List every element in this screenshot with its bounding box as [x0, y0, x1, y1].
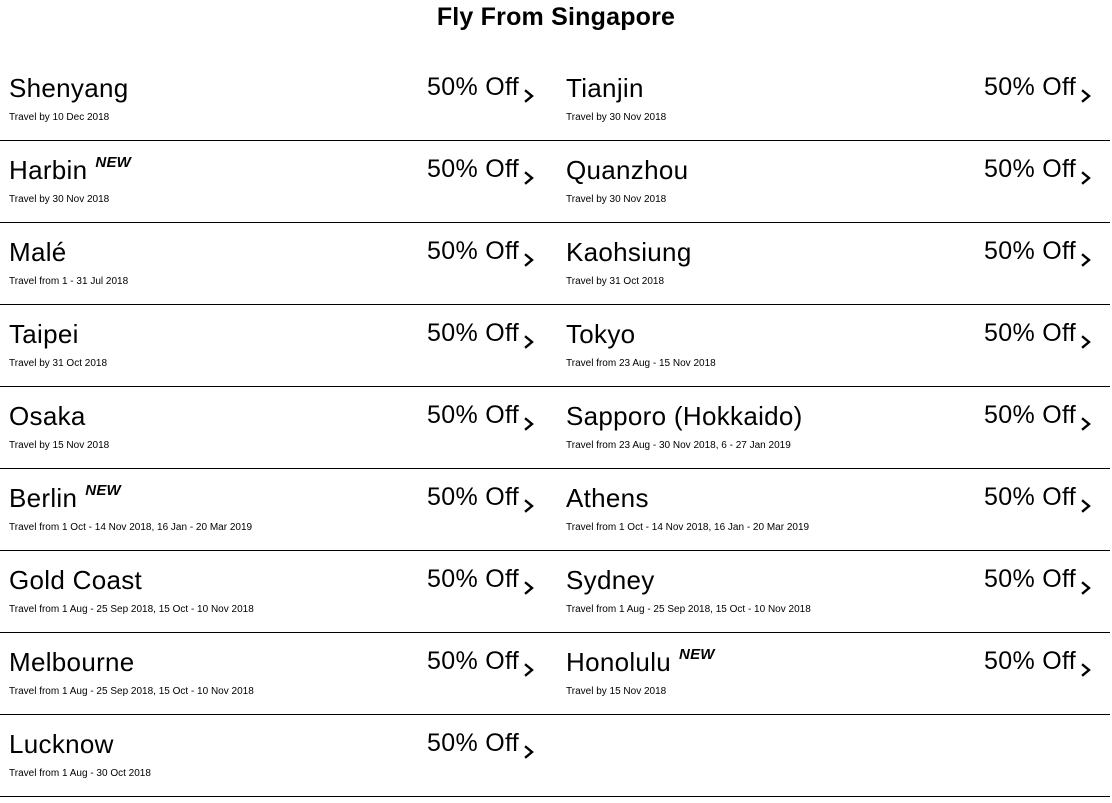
destination-name: Athens: [566, 483, 649, 513]
travel-period: Travel by 15 Nov 2018: [566, 686, 667, 697]
deal-card[interactable]: [557, 551, 1110, 632]
destination-name: Tianjin: [566, 73, 644, 103]
destination-name-container: [9, 155, 131, 186]
chevron-right-icon[interactable]: [1078, 662, 1094, 678]
chevron-right-icon[interactable]: [1078, 416, 1094, 432]
deal-card[interactable]: [0, 715, 557, 796]
travel-period: Travel by 30 Nov 2018: [566, 112, 667, 123]
chevron-right-icon[interactable]: [521, 498, 537, 514]
discount-label: 50% Off: [427, 647, 519, 675]
destination-name-container: [566, 483, 649, 514]
deal-card[interactable]: [0, 633, 557, 714]
discount-label: 50% Off: [984, 73, 1076, 101]
travel-period: Travel from 1 Aug - 30 Oct 2018: [9, 768, 151, 779]
travel-period: Travel by 10 Dec 2018: [9, 112, 110, 123]
deal-card[interactable]: [557, 59, 1110, 140]
discount-label: 50% Off: [427, 237, 519, 265]
discount-label: 50% Off: [427, 565, 519, 593]
travel-period: Travel from 1 Oct - 14 Nov 2018, 16 Jan - 20 Mar 2019: [566, 522, 810, 533]
discount-label: 50% Off: [984, 401, 1076, 429]
destination-name-container: [566, 319, 635, 350]
destination-name: Shenyang: [9, 73, 129, 103]
deal-card[interactable]: [0, 59, 557, 140]
chevron-right-icon[interactable]: [521, 252, 537, 268]
new-badge: NEW: [679, 646, 715, 663]
travel-period: Travel by 15 Nov 2018: [9, 440, 110, 451]
destination-name-container: [566, 237, 692, 268]
chevron-right-icon[interactable]: [521, 334, 537, 350]
destination-name: Quanzhou: [566, 155, 689, 185]
travel-period: Travel by 31 Oct 2018: [566, 276, 665, 287]
travel-period: Travel by 31 Oct 2018: [9, 358, 108, 369]
chevron-right-icon[interactable]: [521, 88, 537, 104]
destination-name: Lucknow: [9, 729, 114, 759]
deal-row: [0, 469, 1110, 551]
destination-name-container: [9, 647, 135, 678]
travel-period: Travel by 30 Nov 2018: [9, 194, 110, 205]
destination-name: Gold Coast: [9, 565, 143, 595]
deal-card[interactable]: [0, 469, 557, 550]
deal-row: [0, 141, 1110, 223]
discount-label: 50% Off: [427, 483, 519, 511]
new-badge: NEW: [85, 482, 121, 499]
chevron-right-icon[interactable]: [1078, 498, 1094, 514]
deal-card[interactable]: [0, 223, 557, 304]
chevron-right-icon[interactable]: [1078, 88, 1094, 104]
destination-name: Kaohsiung: [566, 237, 692, 267]
destination-name: Taipei: [9, 319, 79, 349]
deals-grid: [0, 59, 1110, 797]
discount-label: 50% Off: [984, 483, 1076, 511]
destination-name-container: [566, 647, 715, 678]
deal-card[interactable]: [557, 387, 1110, 468]
page-title: Fly From Singapore: [436, 3, 676, 31]
deal-card[interactable]: [557, 223, 1110, 304]
destination-name: Melbourne: [9, 647, 135, 677]
destination-name-container: [566, 155, 688, 186]
destination-name: Sapporo (Hokkaido): [566, 401, 803, 431]
travel-period: Travel from 1 Aug - 25 Sep 2018, 15 Oct - 10 Nov 2018: [566, 604, 811, 615]
destination-name: Berlin: [9, 483, 78, 513]
destination-name-container: [9, 565, 142, 596]
travel-period: Travel by 30 Nov 2018: [566, 194, 667, 205]
travel-period: Travel from 1 - 31 Jul 2018: [9, 276, 129, 287]
destination-name-container: [566, 401, 803, 432]
destination-name: Osaka: [9, 401, 86, 431]
chevron-right-icon[interactable]: [1078, 334, 1094, 350]
travel-period: Travel from 1 Aug - 25 Sep 2018, 15 Oct - 10 Nov 2018: [9, 686, 254, 697]
deal-card[interactable]: [0, 305, 557, 386]
discount-label: 50% Off: [427, 155, 519, 183]
discount-label: 50% Off: [427, 319, 519, 347]
deal-row: [0, 633, 1110, 715]
deal-row: [0, 223, 1110, 305]
discount-label: 50% Off: [984, 155, 1076, 183]
destination-name: Harbin: [9, 155, 88, 185]
chevron-right-icon[interactable]: [521, 580, 537, 596]
destination-name-container: [9, 483, 121, 514]
destination-name: Honolulu: [566, 647, 672, 677]
discount-label: 50% Off: [984, 319, 1076, 347]
discount-label: 50% Off: [984, 647, 1076, 675]
chevron-right-icon[interactable]: [521, 744, 537, 760]
deal-row: [0, 387, 1110, 469]
deal-row: [0, 59, 1110, 141]
deal-card[interactable]: [0, 551, 557, 632]
deal-card[interactable]: [557, 469, 1110, 550]
discount-label: 50% Off: [984, 237, 1076, 265]
chevron-right-icon[interactable]: [521, 416, 537, 432]
deal-card[interactable]: [0, 141, 557, 222]
discount-label: 50% Off: [427, 401, 519, 429]
travel-period: Travel from 23 Aug - 15 Nov 2018: [566, 358, 716, 369]
new-badge: NEW: [95, 154, 132, 171]
discount-label: 50% Off: [984, 565, 1076, 593]
deal-card[interactable]: [557, 633, 1110, 714]
chevron-right-icon[interactable]: [1078, 580, 1094, 596]
deal-row: [0, 551, 1110, 633]
chevron-right-icon[interactable]: [1078, 252, 1094, 268]
travel-period: Travel from 1 Aug - 25 Sep 2018, 15 Oct - 10 Nov 2018: [9, 604, 254, 615]
destination-name-container: [566, 73, 644, 104]
destination-name-container: [9, 729, 114, 760]
destination-name-container: [9, 237, 67, 268]
destination-name: Malé: [9, 237, 67, 267]
chevron-right-icon[interactable]: [521, 170, 537, 186]
deal-row: [0, 715, 1110, 797]
discount-label: 50% Off: [427, 73, 519, 101]
deal-card[interactable]: [0, 387, 557, 468]
empty-cell: [557, 715, 1110, 796]
destination-name: Tokyo: [566, 319, 636, 349]
deal-card[interactable]: [557, 305, 1110, 386]
travel-period: Travel from 23 Aug - 30 Nov 2018, 6 - 27 Jan 2019: [566, 440, 791, 451]
destination-name-container: [566, 565, 655, 596]
deal-row: [0, 305, 1110, 387]
destination-name-container: [9, 319, 79, 350]
destination-name-container: [9, 401, 86, 432]
destination-name: Sydney: [566, 565, 655, 595]
travel-period: Travel from 1 Oct - 14 Nov 2018, 16 Jan - 20 Mar 2019: [9, 522, 253, 533]
deal-card[interactable]: [557, 141, 1110, 222]
chevron-right-icon[interactable]: [521, 662, 537, 678]
destination-name-container: [9, 73, 129, 104]
discount-label: 50% Off: [427, 729, 519, 757]
chevron-right-icon[interactable]: [1078, 170, 1094, 186]
